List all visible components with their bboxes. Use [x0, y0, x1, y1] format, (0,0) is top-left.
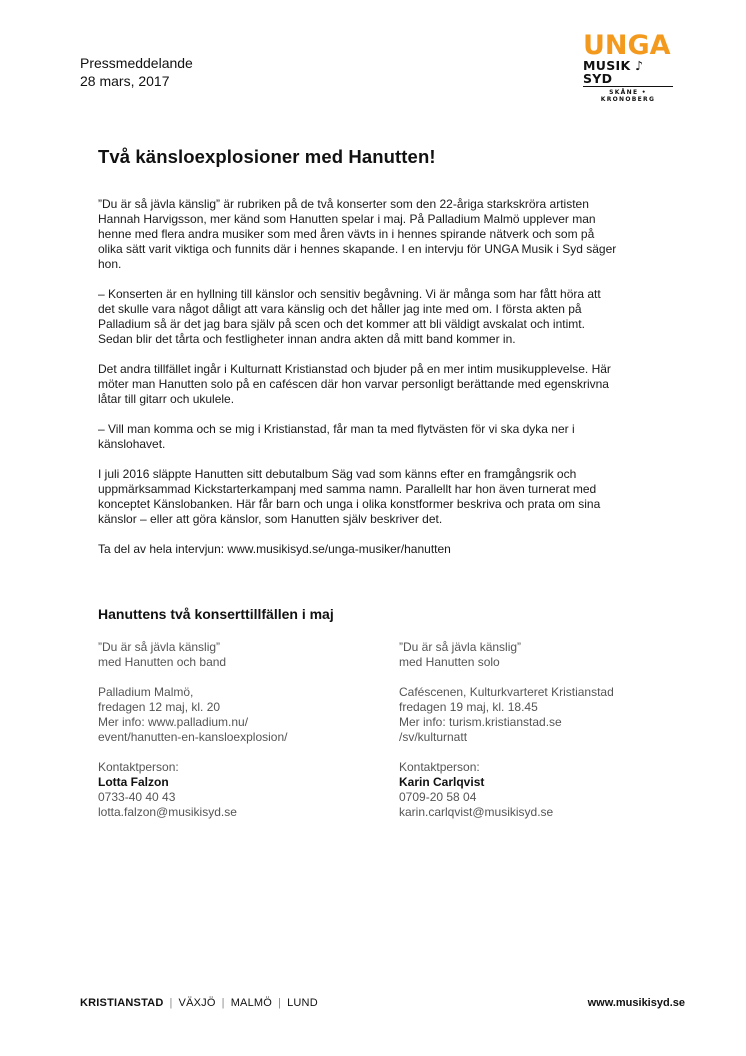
event-title-block: [98, 640, 378, 670]
event-venue: Palladium Malmö,: [98, 685, 194, 699]
footer-city-lund: LUND: [287, 997, 318, 1009]
event-details: [98, 685, 378, 745]
document-date: 28 mars, 2017: [80, 73, 170, 89]
contact-name: Karin Carlqvist: [399, 775, 485, 789]
paragraph: – Vill man komma och se mig i Kristianstad, får man ta med flytvästen för vi ska dyka ner i känslohavet.: [98, 422, 575, 451]
contact-label: Kontaktperson:: [399, 760, 480, 774]
document-header: [80, 54, 193, 90]
logo-line-3: SKÅNE • KRONOBERG: [600, 89, 656, 103]
paragraph: – Konserten är en hyllning till känslor och sensitiv begåvning. Vi är många som har fått höra att det skulle vara något dåligt att vara känslig och det håller jag inte med om. I första akten på Palladium så är det jag bara själv på scen och det kommer att bli väldigt avskalat och intimt. Sedan blir det tårta och festligheter innan andra akten då mitt band kommer in.: [98, 287, 601, 346]
event-title: ”Du är så jävla känslig”: [98, 640, 221, 654]
event-subtitle: med Hanutten solo: [399, 655, 500, 669]
event-column-palladium: [98, 640, 378, 835]
footer-city-malmo: MALMÖ: [230, 997, 273, 1009]
contact-phone: 0733-40 40 43: [98, 790, 176, 804]
paragraph: Det andra tillfället ingår i Kulturnatt Kristianstad och bjuder på en mer intim musikupplevelse. Här möter man Hanutten solo på en caféscen där hon varvar personligt berättande med egenskrivna låtar till gitarr och ukulele.: [98, 362, 611, 406]
contact-block: [399, 760, 679, 820]
event-title: ”Du är så jävla känslig”: [399, 640, 522, 654]
footer-city-kristianstad: KRISTIANSTAD: [80, 997, 164, 1009]
page-title: Två känsloexplosioner med Hanutten!: [98, 146, 436, 167]
contact-label: Kontaktperson:: [98, 760, 179, 774]
event-subtitle: med Hanutten och band: [98, 655, 227, 669]
logo-line-1: UNGA: [583, 30, 671, 61]
footer-website-link[interactable]: www.musikisyd.se: [587, 997, 685, 1009]
paragraph: ”Du är så jävla känslig” är rubriken på de två konserter som den 22-åriga starkskröra artisten Hannah Harvigsson, mer känd som Hanutten spelar i maj. På Palladium Malmö upplever man henne med flera andra musiker som med åren vävts in i hennes spirande nätverk och som på olika sätt varit viktiga och funnits där i hennes skapande. I en intervju för UNGA Musik i Syd säger hon.: [98, 197, 617, 271]
event-time: fredagen 19 maj, kl. 18.45: [399, 700, 538, 714]
contact-email[interactable]: karin.carlqvist@musikisyd.se: [399, 805, 554, 819]
footer-separator: |: [169, 997, 173, 1009]
contact-email[interactable]: lotta.falzon@musikisyd.se: [98, 805, 237, 819]
event-details: [399, 685, 679, 745]
event-time: fredagen 12 maj, kl. 20: [98, 700, 221, 714]
article-body: [98, 197, 618, 572]
unga-musik-i-syd-logo: [583, 32, 673, 103]
events-heading: Hanuttens två konserttillfällen i maj: [98, 606, 334, 622]
event-info-link-cont[interactable]: /sv/kulturnatt: [399, 730, 468, 744]
footer-city-vaxjo: VÄXJÖ: [178, 997, 216, 1009]
contact-phone: 0709-20 58 04: [399, 790, 477, 804]
logo-line-2: MUSIK ♪ SYD: [583, 59, 673, 87]
interview-link-paragraph: Ta del av hela intervjun: www.musikisyd.se/unga-musiker/hanutten: [98, 542, 451, 556]
event-title-block: [399, 640, 679, 670]
event-info-link[interactable]: Mer info: turism.kristianstad.se: [399, 715, 562, 729]
footer-separator: |: [278, 997, 282, 1009]
event-info-link-cont[interactable]: event/hanutten-en-kansloexplosion/: [98, 730, 288, 744]
contact-name: Lotta Falzon: [98, 775, 169, 789]
contact-block: [98, 760, 378, 820]
footer-separator: |: [221, 997, 225, 1009]
document-type: Pressmeddelande: [80, 55, 193, 71]
event-venue: Caféscenen, Kulturkvarteret Kristianstad: [399, 685, 614, 699]
paragraph: I juli 2016 släppte Hanutten sitt debutalbum Säg vad som känns efter en framgångsrik och uppmärksammad Kickstarterkampanj med samma namn. Parallellt har hon även turnerat med konceptet Känslobanken. Här får barn och unga i olika konstformer beskriva och prata om sina känslor – eller att göra känslor, som Hanutten själv beskriver det.: [98, 467, 601, 526]
event-column-kristianstad: [399, 640, 679, 835]
event-info-link[interactable]: Mer info: www.palladium.nu/: [98, 715, 249, 729]
footer-cities: [80, 997, 318, 1009]
